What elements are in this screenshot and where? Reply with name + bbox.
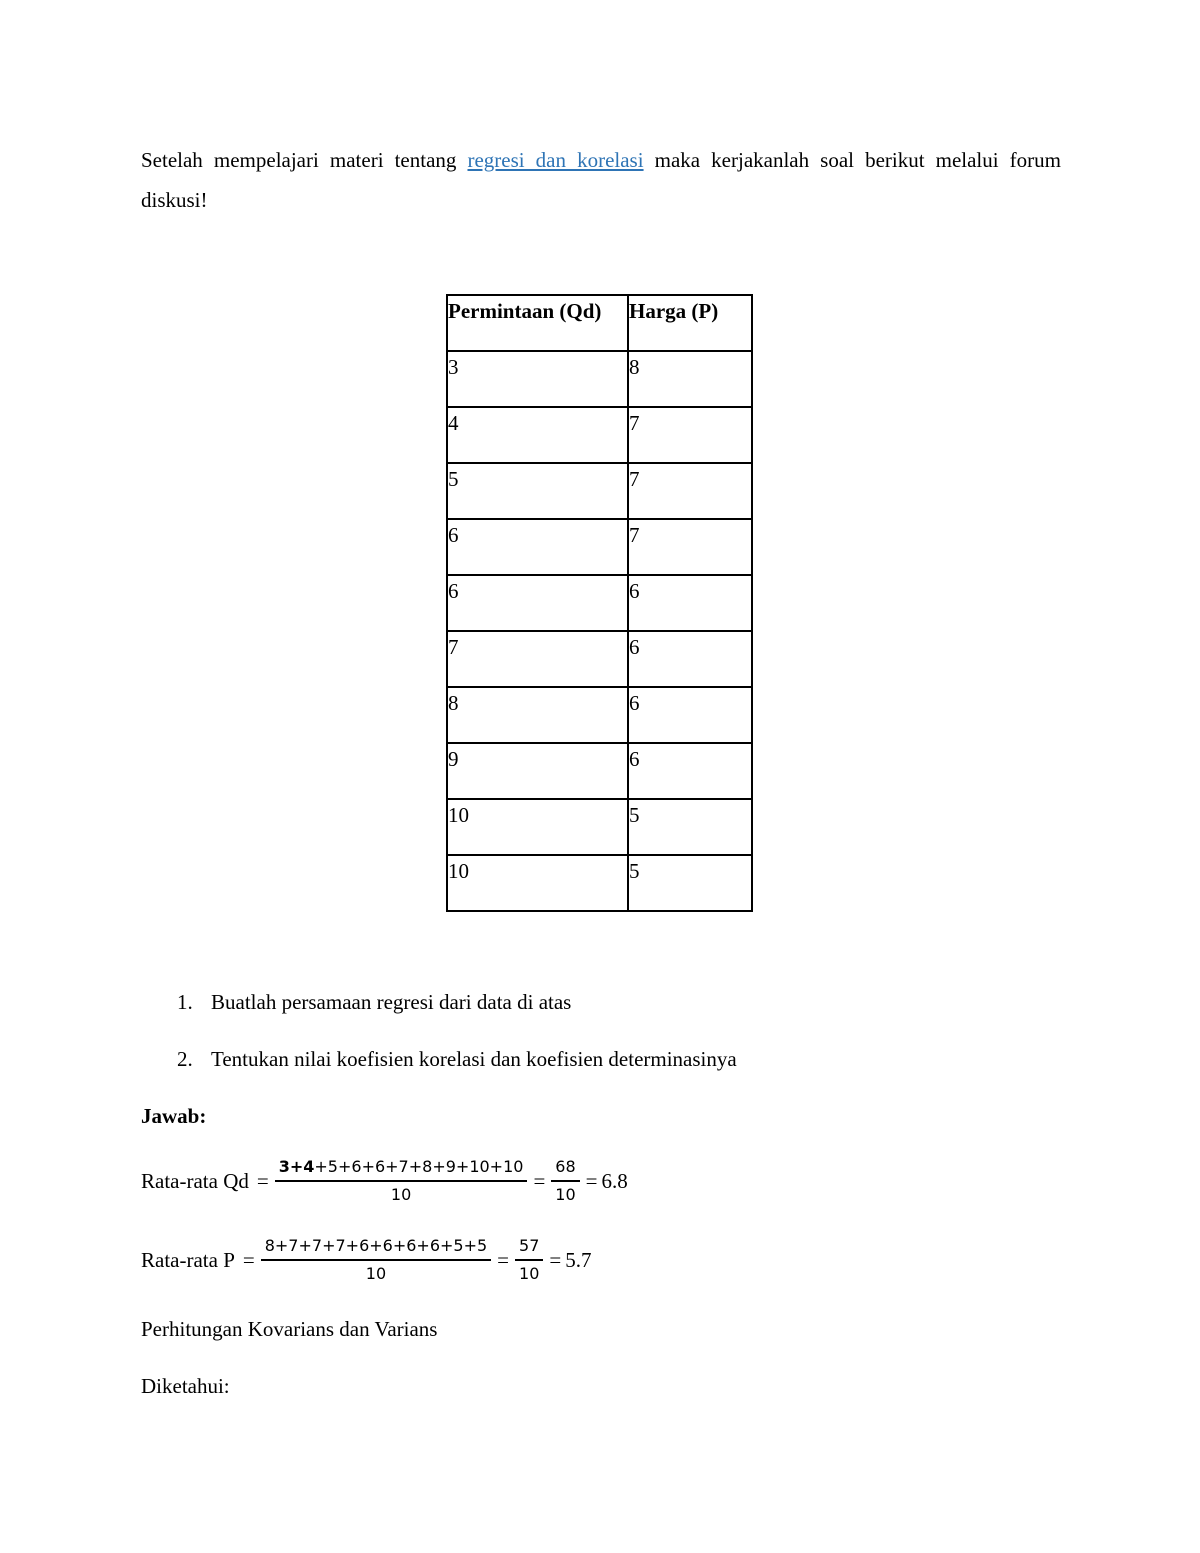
numerator-bold-part: 3+4 (278, 1157, 315, 1176)
table-row (447, 687, 752, 743)
formula-mean-p (141, 1235, 591, 1285)
cell-p: 6 (628, 687, 752, 743)
equals-sign: = (533, 1168, 546, 1193)
equals-sign: = (256, 1168, 269, 1193)
cell-qd: 5 (447, 463, 628, 519)
cell-p: 5 (628, 855, 752, 911)
fraction-denominator: 10 (390, 1185, 412, 1204)
cell-p: 8 (628, 351, 752, 407)
question-number: 2. (177, 1047, 193, 1071)
table-row (447, 631, 752, 687)
question-number: 1. (177, 990, 193, 1014)
cell-p: 7 (628, 519, 752, 575)
fraction-numerator: 57 (515, 1235, 543, 1261)
equals-sign: = (549, 1247, 562, 1272)
table-row (447, 351, 752, 407)
fraction-denominator: 10 (555, 1185, 576, 1204)
table-row (447, 799, 752, 855)
cell-p: 6 (628, 575, 752, 631)
intro-text-after: maka kerjakanlah soal berikut melalui forum diskusi! (141, 148, 1061, 212)
cell-qd: 4 (447, 407, 628, 463)
regresi-korelasi-link[interactable]: regresi dan korelasi (467, 148, 644, 172)
cell-qd: 8 (447, 687, 628, 743)
table-row (447, 743, 752, 799)
demand-price-table (446, 294, 753, 912)
cell-p: 7 (628, 463, 752, 519)
table-row (447, 519, 752, 575)
answer-heading: Jawab: (141, 1104, 207, 1128)
total-fraction (515, 1235, 543, 1285)
equals-sign: = (585, 1168, 598, 1193)
intro-text-before: Setelah mempelajari materi tentang (141, 148, 468, 172)
cell-p: 6 (628, 631, 752, 687)
formula-label: Rata-rata Qd (141, 1168, 249, 1193)
cell-p: 7 (628, 407, 752, 463)
formula-label: Rata-rata P (141, 1247, 235, 1272)
cell-qd: 7 (447, 631, 628, 687)
fraction-numerator (275, 1156, 528, 1182)
fraction-numerator: 8+7+7+7+6+6+6+6+5+5 (261, 1235, 491, 1261)
sum-fraction (275, 1156, 528, 1206)
cell-qd: 6 (447, 519, 628, 575)
question-text: Tentukan nilai koefisien korelasi dan koefisien determinasinya (211, 1047, 737, 1071)
intro-paragraph (141, 140, 1061, 220)
table-row (447, 575, 752, 631)
formula-result: 6.8 (601, 1168, 628, 1193)
fraction-numerator: 68 (551, 1156, 579, 1182)
covariance-heading: Perhitungan Kovarians dan Varians (141, 1317, 438, 1341)
formula-result: 5.7 (565, 1247, 592, 1272)
equals-sign: = (242, 1247, 255, 1272)
table-row (447, 407, 752, 463)
known-heading: Diketahui: (141, 1374, 230, 1398)
formula-mean-qd (141, 1156, 628, 1206)
table-row (447, 463, 752, 519)
question-text: Buatlah persamaan regresi dari data di atas (211, 990, 572, 1014)
cell-qd: 10 (447, 799, 628, 855)
cell-p: 5 (628, 799, 752, 855)
cell-qd: 9 (447, 743, 628, 799)
equals-sign: = (497, 1247, 510, 1272)
cell-p: 6 (628, 743, 752, 799)
sum-fraction (261, 1235, 491, 1285)
fraction-denominator: 10 (365, 1264, 387, 1283)
cell-qd: 6 (447, 575, 628, 631)
table-header-row (447, 295, 752, 351)
table-row (447, 855, 752, 911)
total-fraction (551, 1156, 579, 1206)
cell-qd: 3 (447, 351, 628, 407)
fraction-denominator: 10 (519, 1264, 540, 1283)
numerator-rest-part: +5+6+6+7+8+9+10+10 (314, 1157, 524, 1176)
cell-qd: 10 (447, 855, 628, 911)
header-permintaan: Permintaan (Qd) (447, 295, 628, 351)
header-harga: Harga (P) (628, 295, 752, 351)
